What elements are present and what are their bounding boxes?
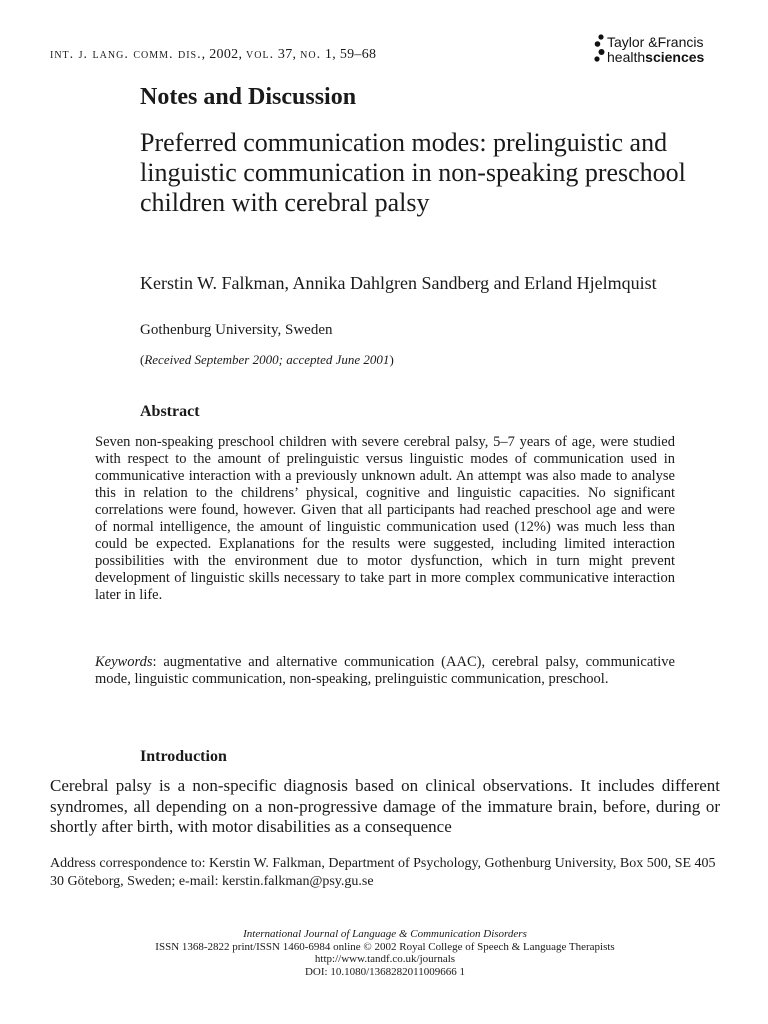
volume-label: vol. — [246, 47, 275, 62]
received-dates — [140, 352, 394, 368]
received-open-paren: ( — [140, 352, 145, 367]
page-range: 59–68 — [339, 47, 377, 62]
article-title: Preferred communication modes: prelinguistic and linguistic communication in non-speaking preschool children with cerebral palsy — [140, 128, 686, 217]
keywords-label: Keywords — [95, 654, 153, 670]
journal-year: 2002 — [209, 47, 239, 62]
received-close-paren: ) — [389, 352, 394, 367]
logo-imprint-bold: sciences — [645, 49, 705, 65]
publisher-logo — [593, 33, 733, 65]
footer-journal-name: International Journal of Language & Communication Disorders — [243, 928, 527, 940]
page-footer — [50, 928, 720, 978]
logo-imprint — [607, 49, 704, 65]
abstract-heading: Abstract — [140, 403, 200, 420]
footer-url: http://www.tandf.co.uk/journals — [314, 953, 456, 965]
introduction-heading: Introduction — [140, 748, 227, 765]
introduction-text: Cerebral palsy is a non-specific diagnosis based on clinical observations. It includes different syndromes, all depending on a non-progressive damage of the immature brain, before, during or shortly after birth, with motor disabilities as a consequence — [50, 776, 720, 836]
journal-citation: int. j. lang. comm. dis., 2002, vol. 37, no. 1, 59–68 — [50, 47, 377, 62]
publisher-logo-icon — [593, 33, 607, 63]
logo-publisher-name: Taylor &Francis — [607, 34, 704, 50]
article-authors: Kerstin W. Falkman, Annika Dahlgren Sandberg and Erland Hjelmquist — [140, 273, 657, 293]
keywords-text: : augmentative and alternative communication (AAC), cerebral palsy, communicative mode, linguistic communication, non-speaking, prelinguistic communication, preschool. — [95, 654, 675, 687]
correspondence-address: Address correspondence to: Kerstin W. Falkman, Department of Psychology, Gothenburg University, Box 500, SE 405 30 Göteborg, Sweden; e-mail: kerstin.falkman@psy.gu.se — [50, 856, 716, 889]
section-label: Notes and Discussion — [140, 84, 357, 110]
logo-imprint-prefix: health — [607, 49, 646, 65]
keywords-paragraph — [95, 654, 675, 688]
volume-number: 37 — [277, 47, 293, 62]
footer-issn: ISSN 1368-2822 print/ISSN 1460-6984 online © 2002 Royal College of Speech & Language Therapists — [155, 940, 615, 953]
abstract-text: Seven non-speaking preschool children with severe cerebral palsy, 5–7 years of age, were studied with respect to the amount of prelinguistic versus linguistic modes of communication used in communicative interaction with a previously unknown adult. An attempt was also made to analyse this in relation to the childrens’ physical, cognitive and linguistic capacities. No significant correlations were found, however. Given that all participants had reached preschool age and were of normal intelligence, the amount of linguistic communication used (12%) was much less than could be expected. Explanations for the results were suggested, including limited interaction possibilities with the environment due to motor dysfunction, which in turn might prevent development of linguistic skills necessary to take part in more complex communicative interaction later in life. — [95, 434, 675, 603]
footer-doi: DOI: 10.1080/1368282011009666 1 — [304, 965, 465, 978]
received-text: Received September 2000; accepted June 2001 — [144, 352, 390, 367]
issue-number: 1 — [324, 47, 333, 62]
author-affiliation: Gothenburg University, Sweden — [140, 322, 333, 338]
journal-abbrev: int. j. lang. comm. dis. — [50, 47, 202, 62]
issue-label: no. — [300, 47, 322, 62]
